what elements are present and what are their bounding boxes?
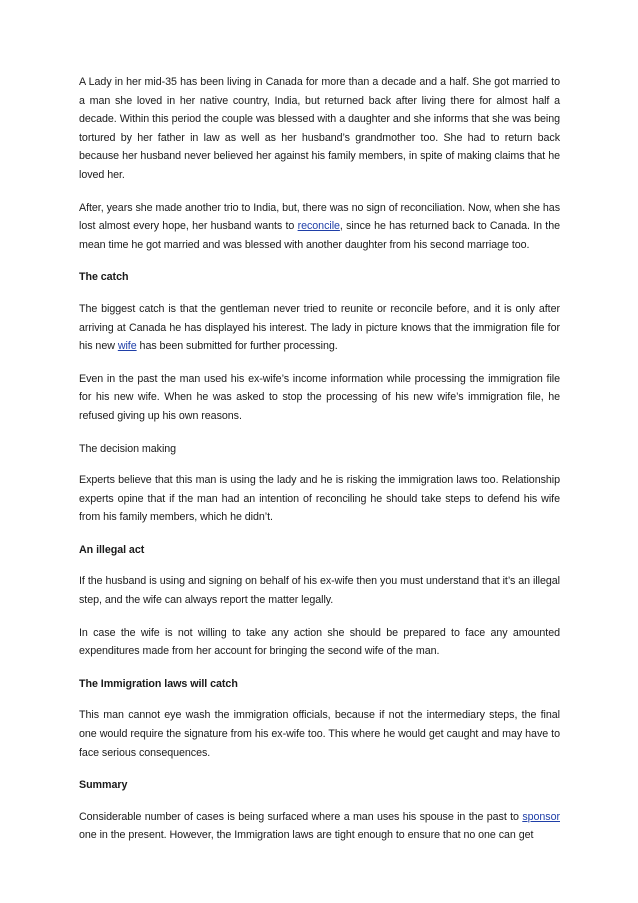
link-sponsor[interactable]: sponsor — [522, 810, 560, 823]
text-segment: has been submitted for further processing. — [136, 340, 338, 353]
paragraph-income-info: Even in the past the man used his ex-wife’s income information while processing the immigration file for his new wife. When he was asked to stop the processing of his new wife’s immigration file, he refused giving up his own reasons. — [79, 372, 560, 422]
paragraph-illegal: If the husband is using and signing on behalf of his ex-wife then you must understand that it’s an illegal step, and the wife can always report the matter legally. — [79, 575, 560, 607]
heading-decision-making: The decision making — [79, 442, 177, 455]
link-reconcile[interactable]: reconcile — [297, 220, 340, 233]
text-segment: The biggest catch is that the gentleman never tried to reunite or reconcile before, and it is only after arriving at Canada he has displayed his interest. The lady in picture knows that the immigration file for his new — [79, 302, 560, 353]
heading-illegal-act: An illegal act — [79, 543, 145, 556]
paragraph-reconciliation — [79, 199, 560, 255]
paragraph-summary — [79, 808, 560, 845]
text-segment: After, years she made another trio to India, but, there was no sign of reconciliation. Now, when she has lost almost every hope, her husband wants to — [79, 201, 560, 233]
paragraph-immigration: This man cannot eye wash the immigration officials, because if not the intermediary steps, the final one would require the signature from his ex-wife too. This where he would get caught and may have to face serious consequences. — [79, 709, 560, 759]
paragraph-experts: Experts believe that this man is using the lady and he is risking the immigration laws too. Relationship experts opine that if the man had an intention of reconciling he should take steps to defend his wife from his family members, which he didn’t. — [79, 474, 560, 524]
heading-summary: Summary — [79, 779, 128, 792]
link-wife[interactable]: wife — [117, 340, 137, 353]
text-segment: Considerable number of cases is being surfaced where a man uses his spouse in the past to — [79, 810, 523, 823]
heading-the-catch: The catch — [79, 271, 129, 284]
heading-immigration-laws: The Immigration laws will catch — [79, 677, 238, 690]
text-segment: , since he has returned back to Canada. In the mean time he got married and was blessed with another daughter from his second marriage too. — [79, 220, 561, 251]
text-segment: one in the present. However, the Immigration laws are tight enough to ensure that no one can get — [79, 829, 534, 842]
paragraph-catch — [79, 300, 560, 356]
paragraph-intro: A Lady in her mid-35 has been living in Canada for more than a decade and a half. She got married to a man she loved in her native country, India, but returned back after living there for almost half a decade. Within this period the couple was blessed with a daughter and she informs that she was being tortured by her father in law as well as her husband’s grandmother too. She had to return back because her husband never believed her against his family members, in spite of making claims that he loved her. — [79, 76, 560, 181]
paragraph-expenditures: In case the wife is not willing to take any action she should be prepared to face any amounted expenditures made from her account for bringing the second wife of the man. — [79, 626, 560, 658]
